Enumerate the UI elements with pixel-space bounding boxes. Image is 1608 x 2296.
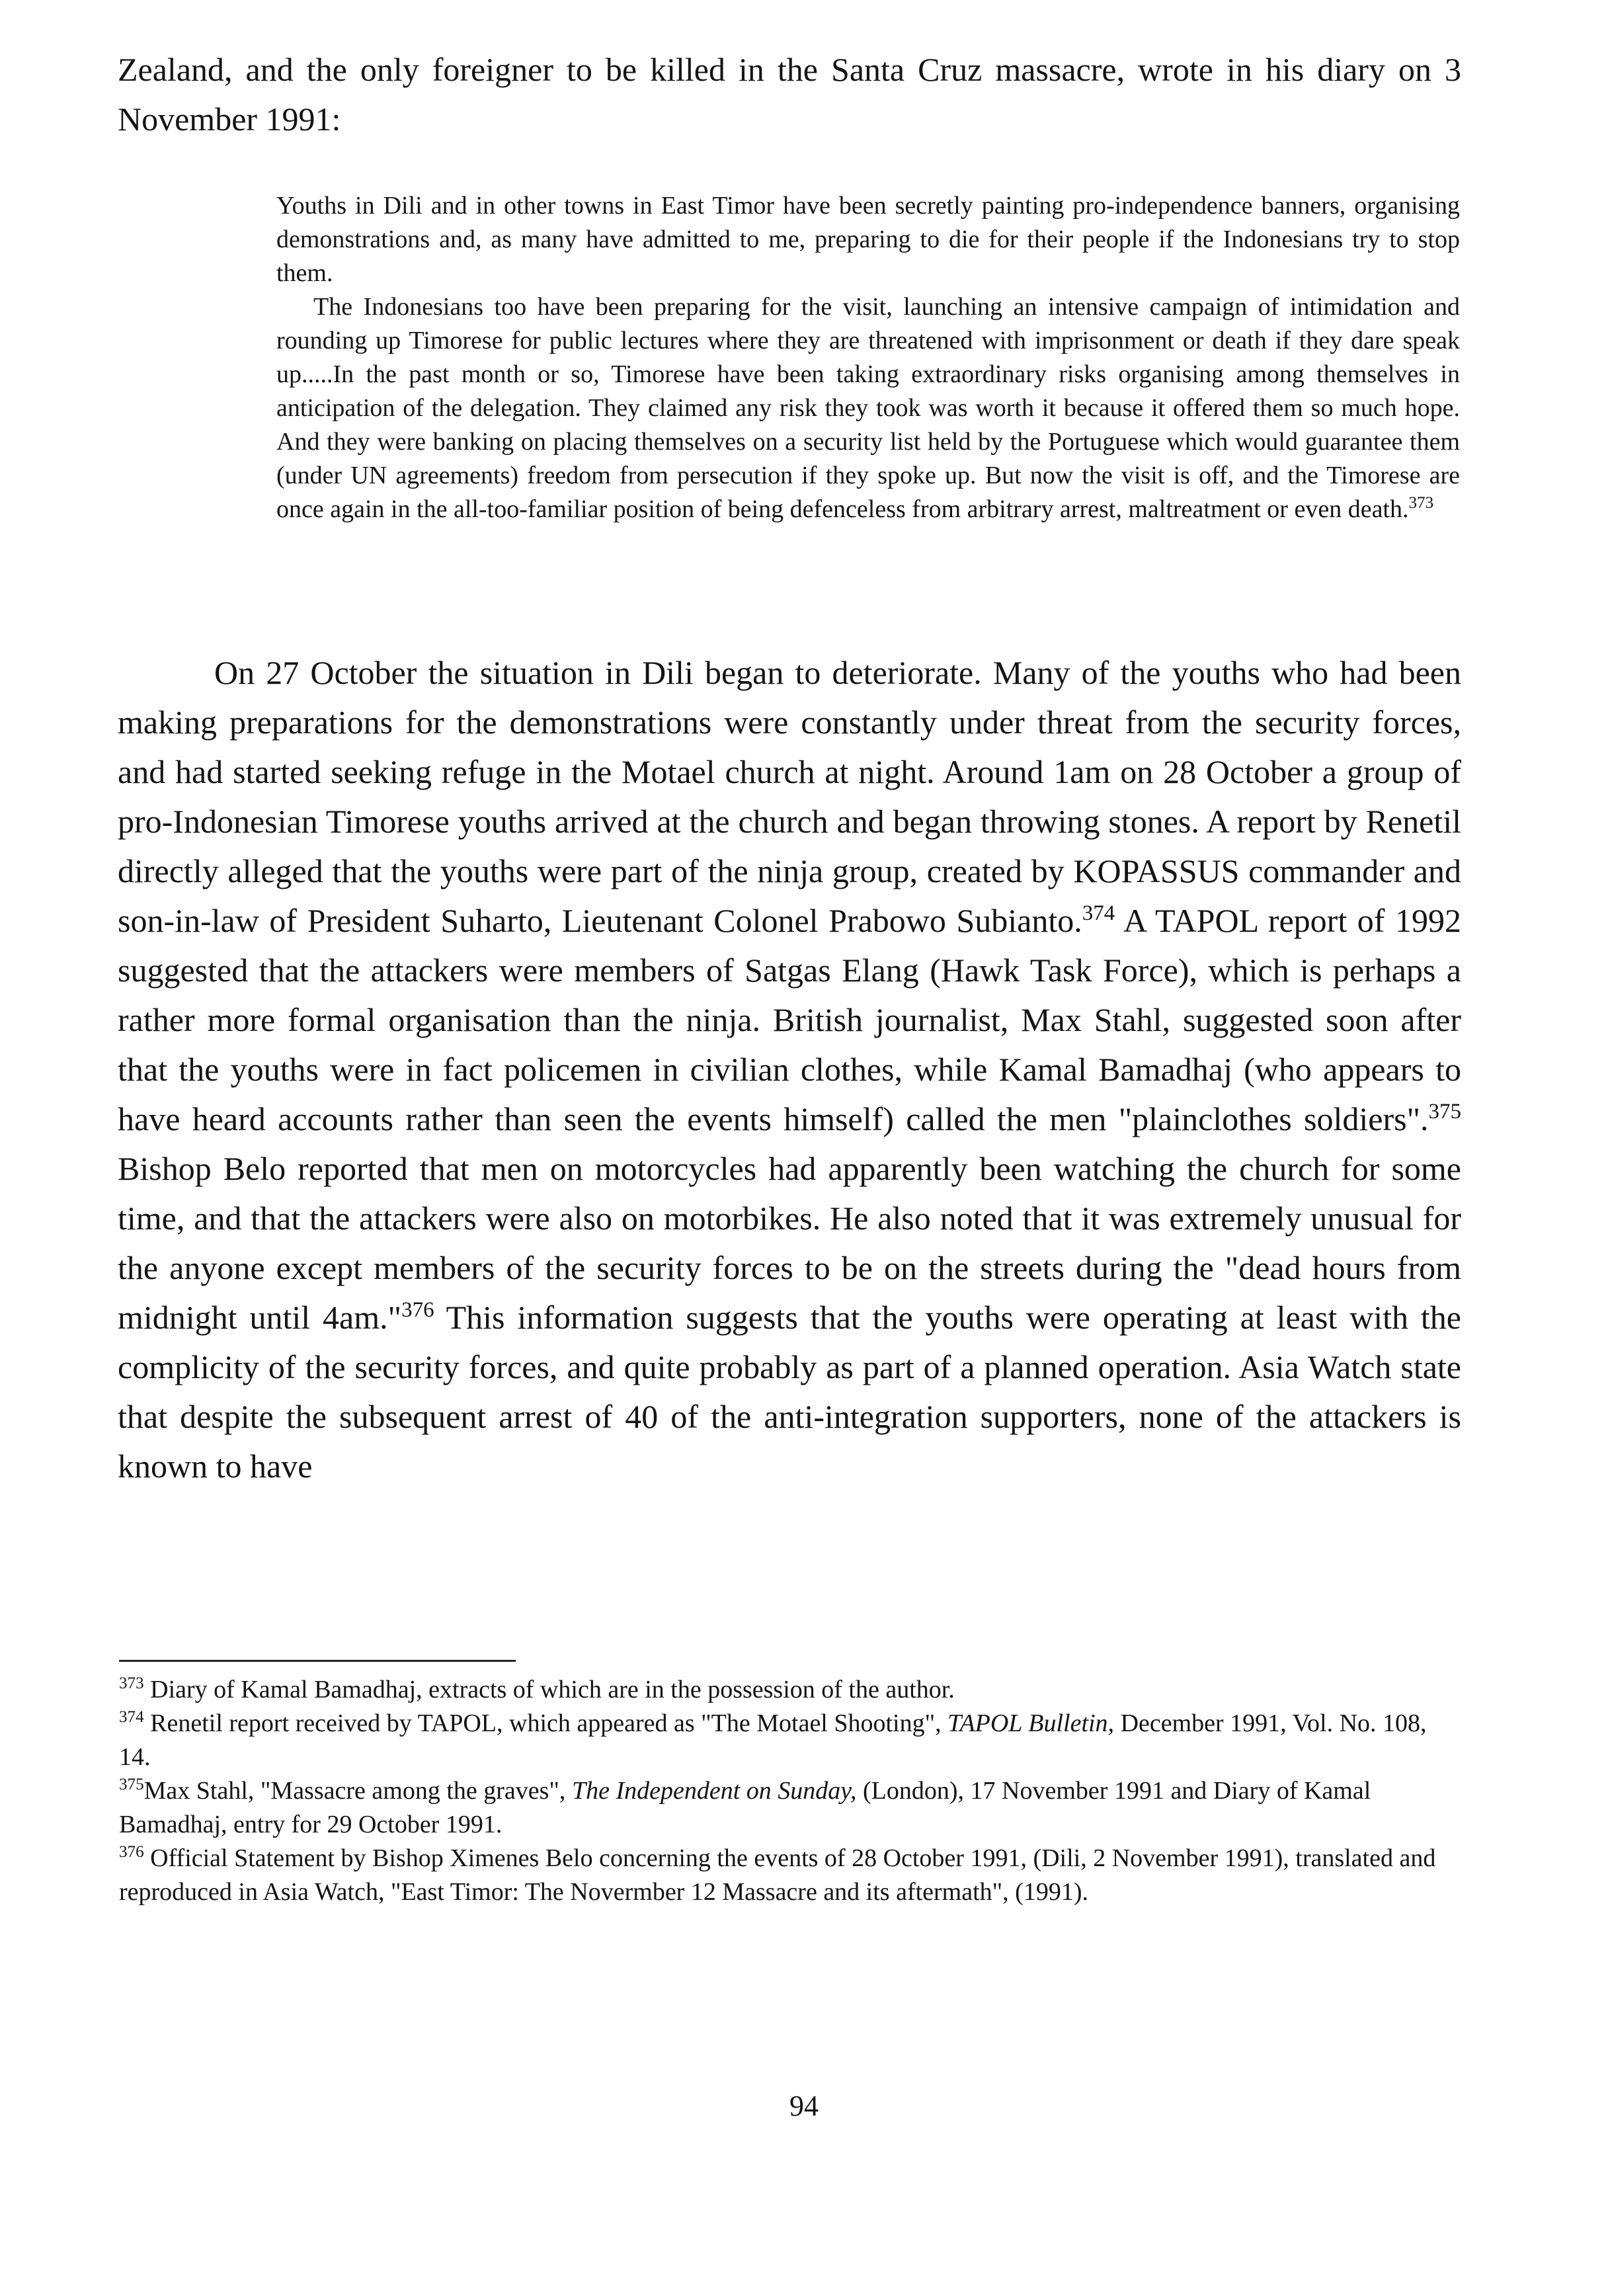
opening-paragraph: Zealand, and the only foreigner to be killed in the Santa Cruz massacre, wrote in his diary on 3 November 1991: <box>118 51 1461 138</box>
footnote-374 <box>119 1707 1461 1774</box>
footnote-ref-376[interactable]: 376 <box>401 1297 434 1322</box>
footnote-text: December 1991, Vol. No. 108, 14. <box>119 1709 1427 1771</box>
quote-paragraph-2-text: The Indonesians too have been preparing for the visit, launching an intensive campaign of intimidation and rounding up Timorese for public lectures where they are threatened with imprisonment or death if they dare speak up.....In the past month or so, Timorese have been taking extraordinary risks organising among themselves in anticipation of the delegation. They claimed any risk they took was worth it because it offered them so much hope. And they were banking on placing themselves on a security list held by the Portuguese which would guarantee them (under UN agreements) freedom from persecution if they spoke up. But now the visit is off, and the Timorese are once again in the all-too-familiar position of being defenceless from arbitrary arrest, maltreatment or even death. <box>276 293 1460 523</box>
quote-paragraph-1: Youths in Dili and in other towns in East Timor have been secretly painting pro-independence banners, organising demonstrations and, as many have admitted to me, preparing to die for their people if the Indonesians try to stop them. <box>276 192 1460 287</box>
footnote-text: Max Stahl, "Massacre among the graves", <box>143 1777 572 1805</box>
quote-paragraph-2 <box>276 290 1460 526</box>
footnote-text: Diary of Kamal Bamadhaj, extracts of which are in the possession of the author. <box>143 1676 955 1703</box>
main-paragraph-part-3: Bishop Belo reported that men on motorcycles had apparently been watching the church for some time, and that the attackers were also on motorbikes. He also noted that it was extremely unusual for the anyone except members of the security forces to be on the streets during the "dead hours from midnight until 4am." <box>118 1150 1461 1336</box>
main-paragraph <box>118 648 1461 1491</box>
footnote-text: (London), 17 November 1991 and Diary of Kamal Bamadhaj, entry for 29 October 1991. <box>119 1777 1371 1838</box>
footnote-number: 373 <box>119 1674 144 1693</box>
footnote-ref-373[interactable]: 373 <box>1408 494 1434 512</box>
footnote-number: 375 <box>119 1776 144 1794</box>
footnote-text: Official Statement by Bishop Ximenes Belo concerning the events of 28 October 1991, (Dili, 2 November 1991), translated and reproduced in Asia Watch, "East Timor: The Novermber 12 Massacre and its aftermath", (1991). <box>119 1844 1436 1906</box>
footnote-number: 376 <box>119 1843 144 1862</box>
footnotes <box>119 1673 1461 1909</box>
footnote-text: Renetil report received by TAPOL, which appeared as "The Motael Shooting", <box>143 1709 948 1737</box>
main-paragraph-part-2: A TAPOL report of 1992 suggested that the attackers were members of Satgas Elang (Hawk Task Force), which is perhaps a rather more formal organisation than the ninja. British journalist, Max Stahl, suggested soon after that the youths were in fact policemen in civilian clothes, while Kamal Bamadhaj (who appears to have heard accounts rather than seen the events himself) called the men "plainclothes soldiers". <box>118 902 1461 1137</box>
main-paragraph-part-4: This information suggests that the youths were operating at least with the complicity of the security forces, and quite probably as part of a planned operation. Asia Watch state that despite the subsequent arrest of 40 of the anti-integration supporters, none of the attackers is known to have <box>118 1299 1461 1485</box>
footnote-ref-374[interactable]: 374 <box>1082 901 1115 925</box>
footnote-divider <box>119 1660 516 1662</box>
footnote-italic-title: The Independent on Sunday, <box>571 1777 857 1805</box>
footnote-ref-375[interactable]: 375 <box>1428 1099 1461 1124</box>
footnote-375 <box>119 1774 1461 1842</box>
block-quote <box>276 189 1460 526</box>
footnote-number: 374 <box>119 1708 144 1727</box>
footnote-373 <box>119 1673 1461 1707</box>
page-number: 94 <box>789 2090 819 2122</box>
main-paragraph-part-1: On 27 October the situation in Dili began to deteriorate. Many of the youths who had been making preparations for the demonstrations were constantly under threat from the security forces, and had started seeking refuge in the Motael church at night. Around 1am on 28 October a group of pro-Indonesian Timorese youths arrived at the church and began throwing stones. A report by Renetil directly alleged that the youths were part of the ninja group, created by KOPASSUS commander and son-in-law of President Suharto, Lieutenant Colonel Prabowo Subianto. <box>118 654 1461 939</box>
footnote-376 <box>119 1842 1461 1909</box>
footnote-italic-title: TAPOL Bulletin, <box>947 1709 1115 1737</box>
